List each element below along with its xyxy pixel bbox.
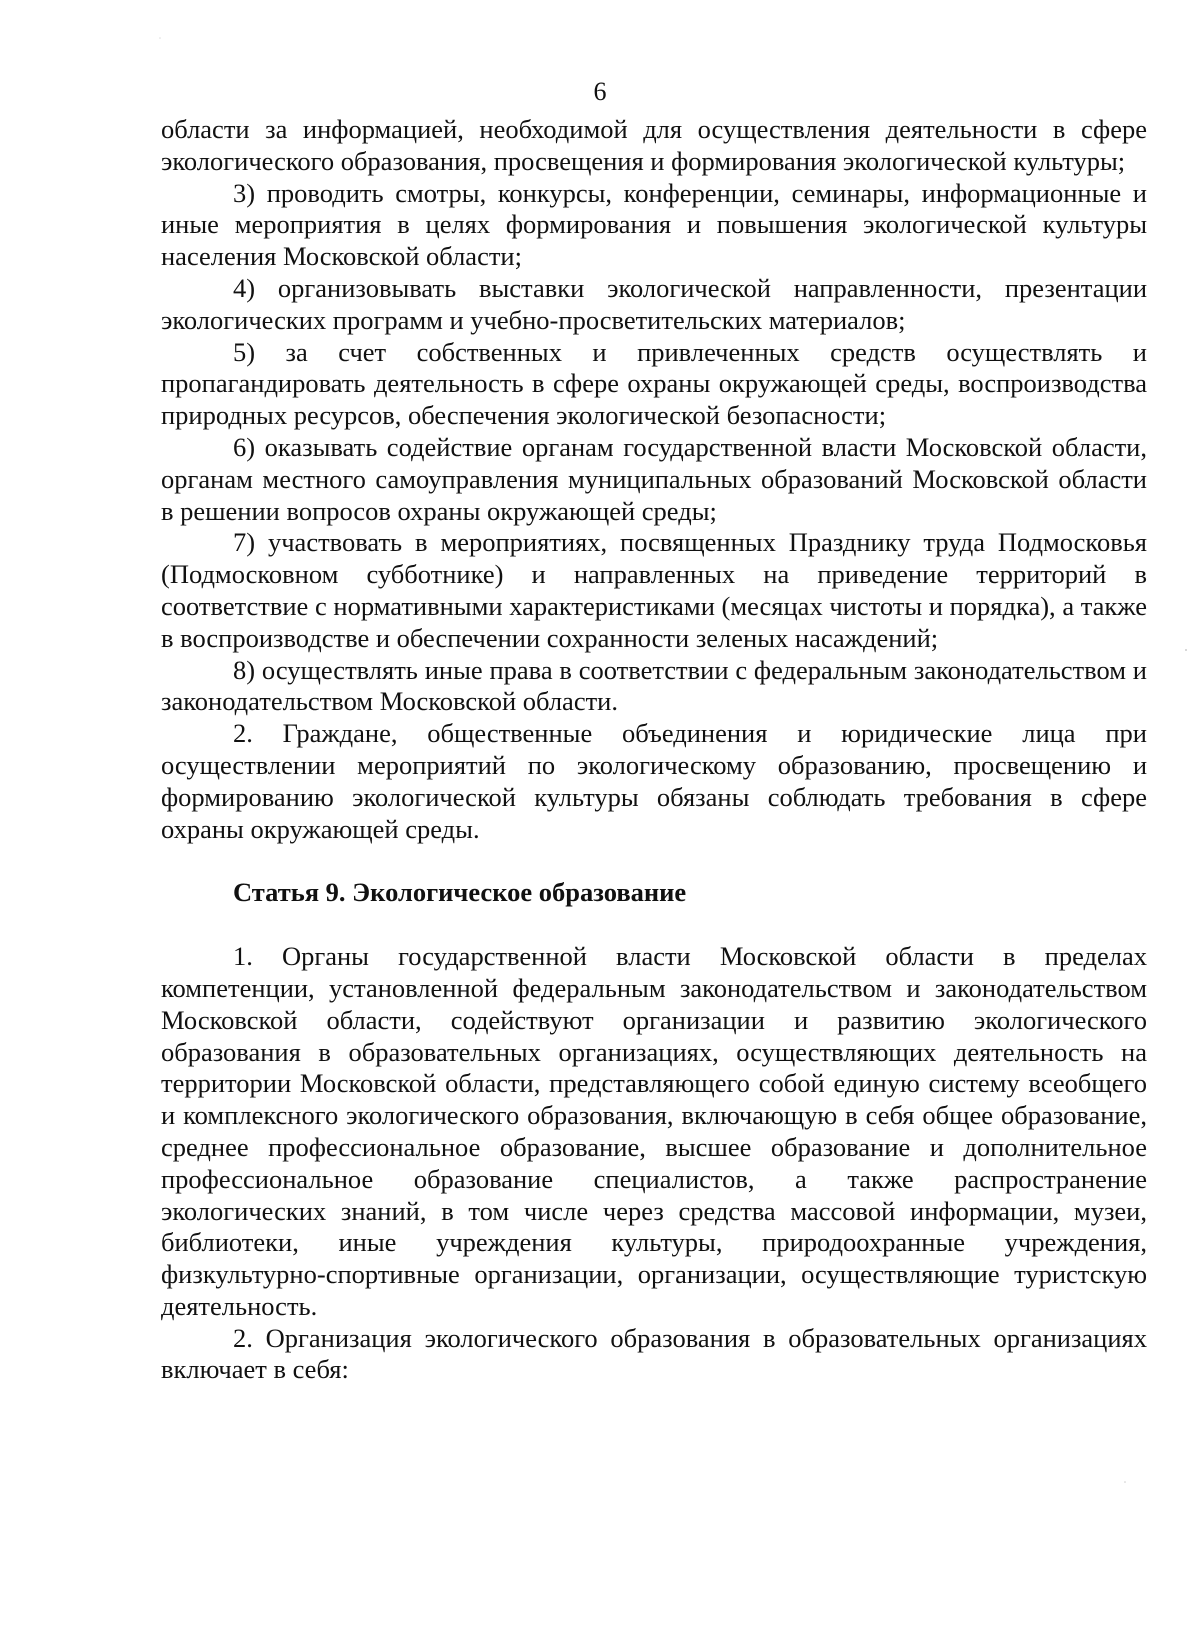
paragraph-continuation: области за информацией, необходимой для осуществления деятельности в сфере экологического образования, просвещения и формирования экологической культуры; — [161, 114, 1147, 176]
list-item-7: 7) участвовать в мероприятиях, посвященных Празднику труда Подмосковья (Подмосковном субботнике) и направленных на приведение территорий в соответствие с нормативными характеристиками (месяцах чистоты и порядка), а также в воспроизводстве и обеспечении сохранности зеленых насаждений; — [161, 527, 1147, 653]
article-9-clause-1: 1. Органы государственной власти Московской области в пределах компетенции, установленной федеральным законодательством и законодательством Московской области, содействуют организации и развитию экологического образования в образовательных организациях, осуществляющих деятельность на территории Московской области, представляющего собой единую систему всеобщего и комплексного экологического образования, включающую в себя общее образование, среднее профессиональное образование, высшее образование и дополнительное профессиональное образование специалистов, а также распространение экологических знаний, в том числе через средства массовой информации, музеи, библиотеки, иные учреждения культуры, природоохранные учреждения, физкультурно-спортивные организации, организации, осуществляющие туристскую деятельность. — [161, 941, 1147, 1321]
list-item-8: 8) осуществлять иные права в соответствии с федеральным законодательством и законодательством Московской области. — [161, 654, 1147, 717]
clause-2: 2. Граждане, общественные объединения и юридические лица при осуществлении мероприятий по экологическому образованию, просвещению и формированию экологической культуры обязаны соблюдать требования в сфере охраны окружающей среды. — [161, 718, 1147, 844]
page-number: 6 — [593, 77, 607, 106]
list-item-3: 3) проводить смотры, конкурсы, конференции, семинары, информационные и иные мероприятия в целях формирования и повышения экологической культуры населения Московской области; — [161, 177, 1147, 272]
list-item-5: 5) за счет собственных и привлеченных средств осуществлять и пропагандировать деятельность в сфере охраны окружающей среды, воспроизводства природных ресурсов, обеспечения экологической безопасности; — [161, 336, 1147, 431]
list-item-6: 6) оказывать содействие органам государственной власти Московской области, органам местного самоуправления муниципальных образований Московской области в решении вопросов охраны окружающей среды; — [161, 431, 1147, 526]
article-heading: Статья 9. Экологическое образование — [233, 877, 687, 908]
list-item-4: 4) организовывать выставки экологической направленности, презентации экологических программ и учебно-просветительских материалов; — [161, 272, 1147, 335]
article-9-clause-2: 2. Организация экологического образования в образовательных организациях включает в себя: — [161, 1322, 1147, 1385]
